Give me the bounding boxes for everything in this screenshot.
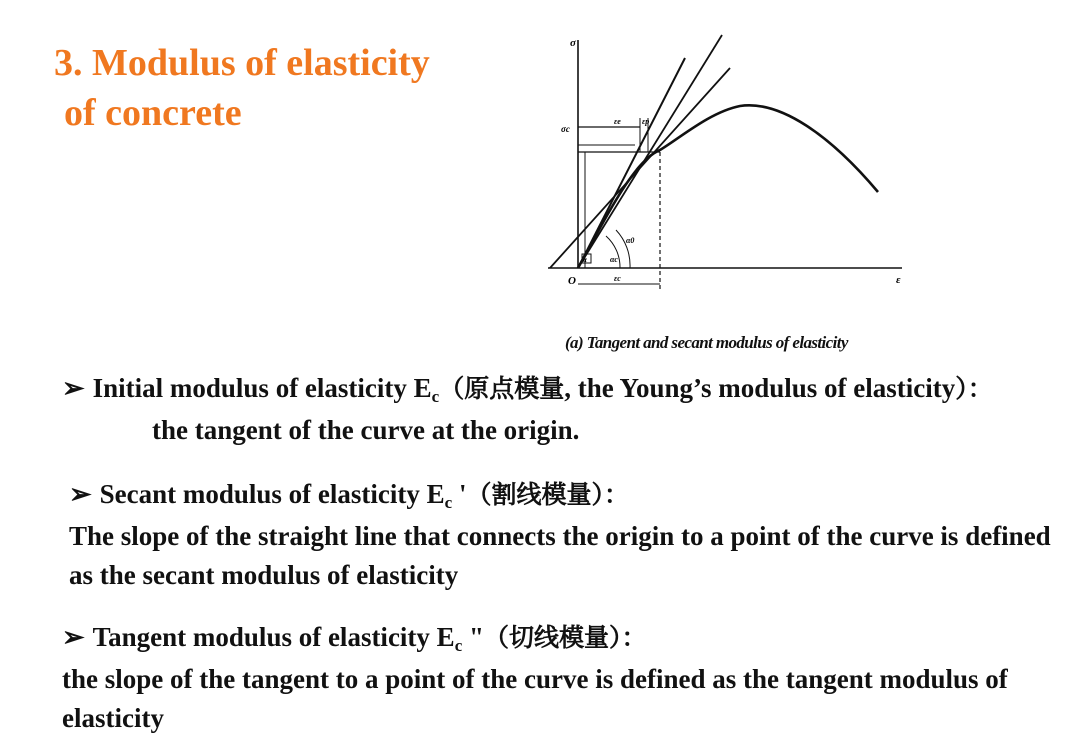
secant-line xyxy=(550,68,730,268)
bullet-heading: Initial modulus of elasticity E xyxy=(92,373,432,403)
sigma-c-label: σc xyxy=(561,124,570,134)
title-line-1: 3. Modulus of elasticity xyxy=(54,42,430,84)
bullet-arrow-icon: ➢ xyxy=(62,622,85,652)
chinese-term: （原点模量 xyxy=(439,374,565,403)
chinese-punct: ）： xyxy=(955,374,993,403)
chinese-term: （割线模量）： xyxy=(466,480,629,509)
stress-strain-diagram xyxy=(530,0,990,362)
slide-title xyxy=(54,38,430,138)
bullet-arrow-icon: ➢ xyxy=(69,479,92,509)
bullet-heading-continued: , the Young’s modulus of elasticity xyxy=(564,373,956,403)
alpha-label: α xyxy=(583,256,587,264)
double-prime-mark: " xyxy=(462,622,484,652)
figure-caption: (a) Tangent and secant modulus of elasticity xyxy=(565,333,848,352)
alpha-c-label: αc xyxy=(610,255,618,264)
bullet-arrow-icon: ➢ xyxy=(62,373,85,403)
epsilon-e-label: εe xyxy=(614,117,621,126)
stress-strain-figure xyxy=(530,0,990,362)
bullet-definition: the tangent of the curve at the origin. xyxy=(152,415,580,445)
bullet-heading: Secant modulus of elasticity E xyxy=(99,479,445,509)
epsilon-axis-label: ε xyxy=(896,274,901,286)
subscript: c xyxy=(444,493,453,512)
bullet-heading: Tangent modulus of elasticity E xyxy=(92,622,455,652)
bullet-initial-modulus xyxy=(62,369,1052,450)
bullet-tangent-modulus xyxy=(62,618,1052,738)
prime-mark: ' xyxy=(452,479,467,509)
subscript: c xyxy=(431,387,440,406)
origin-label: O xyxy=(568,275,576,287)
epsilon-c-label: εc xyxy=(614,274,621,283)
sigma-axis-label: σ xyxy=(570,37,576,49)
title-line-2: of concrete xyxy=(64,92,242,134)
subscript: c xyxy=(454,636,463,655)
epsilon-p-label: εp xyxy=(642,117,650,126)
bullet-definition: The slope of the straight line that connects the origin to a point of the curve is defined as the secant modulus of elasticity xyxy=(69,521,1051,590)
bullet-secant-modulus xyxy=(69,475,1059,595)
bullet-definition: the slope of the tangent to a point of the curve is defined as the tangent modulus of elasticity xyxy=(62,664,1008,733)
alpha-0-label: α0 xyxy=(626,236,635,245)
chinese-term: （切线模量）： xyxy=(483,623,647,652)
